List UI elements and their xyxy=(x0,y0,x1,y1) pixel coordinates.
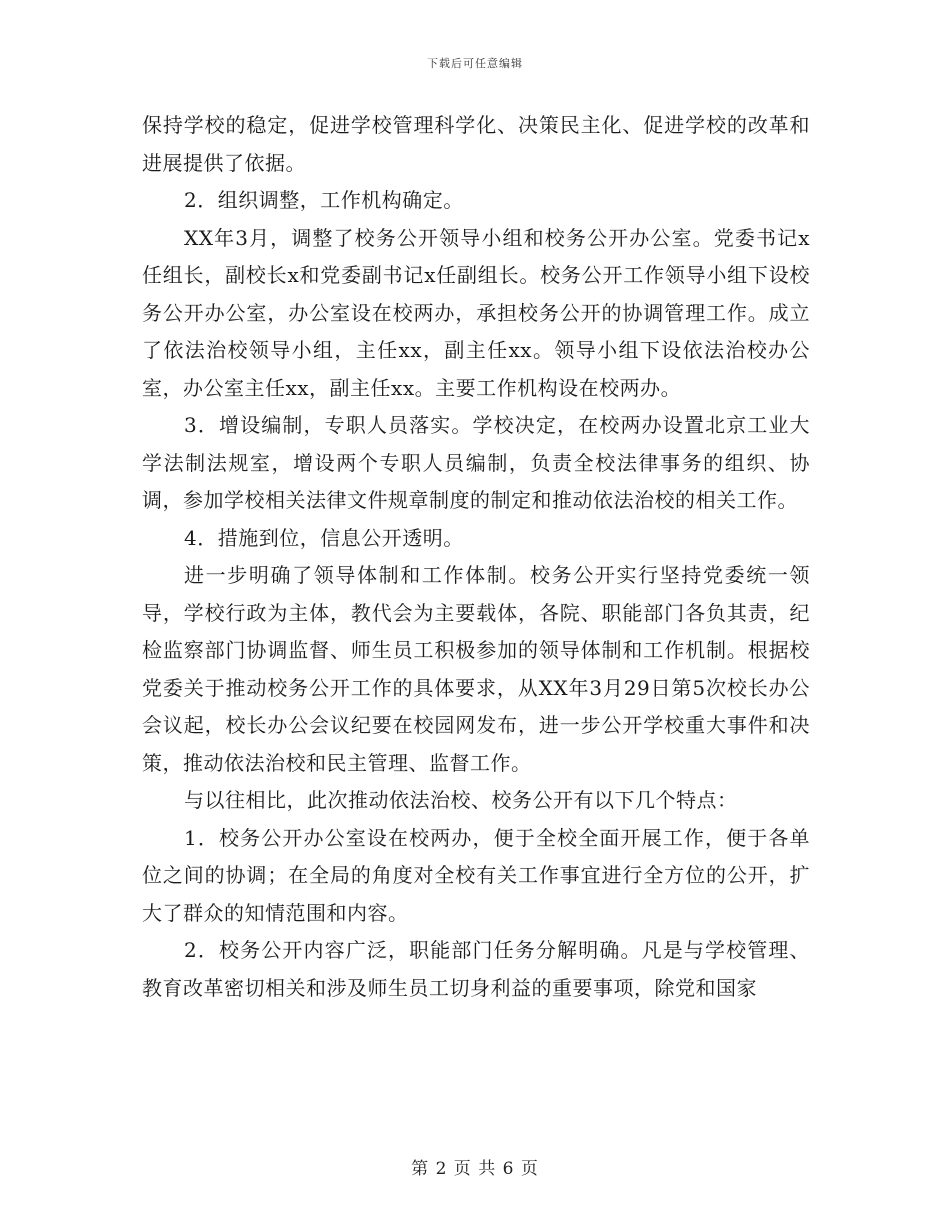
paragraph-1: 保持学校的稳定，促进学校管理科学化、决策民主化、促进学校的改革和进展提供了依据。 xyxy=(142,113,810,175)
paragraph-4: 3．增设编制，专职人员落实。学校决定，在校两办设置北京工业大学法制法规室，增设两个专职人员编制，负责全校法律事务的组织、协调，参加学校相关法律文件规章制度的制定和推动依法治校的相关工作。 xyxy=(142,413,810,512)
paragraph-5: 4．措施到位，信息公开透明。 xyxy=(184,525,464,550)
paragraph-3: XX年3月，调整了校务公开领导小组和校务公开办公室。党委书记x任组长，副校长x和党委副书记x任副组长。校务公开工作领导小组下设校务公开办公室，办公室设在校两办，承担校务公开的协调管理工作。成立了依法治校领导小组，主任xx，副主任xx。领导小组下设依法治校办公室，办公室主任xx，副主任xx。主要工作机构设在校两办。 xyxy=(142,225,810,400)
paragraph-8: 1．校务公开办公室设在校两办，便于全校全面开展工作，便于各单位之间的协调；在全局的角度对全校有关工作事宜进行全方位的公开，扩大了群众的知情范围和内容。 xyxy=(142,825,810,925)
paragraph-9: 2．校务公开内容广泛，职能部门任务分解明确。凡是与学校管理、教育改革密切相关和涉及师生员工切身利益的重要事项，除党和国家 xyxy=(142,938,810,1000)
paragraph-2: 2．组织调整，工作机构确定。 xyxy=(184,188,464,212)
page-header: 下载后可任意编辑 xyxy=(427,57,523,70)
paragraph-6: 进一步明确了领导体制和工作体制。校务公开实行坚持党委统一领导，学校行政为主体，教代会为主要载体，各院、职能部门各负其责，纪检监察部门协调监督、师生员工积极参加的领导体制和工作机制。根据校党委关于推动校务公开工作的具体要求，从XX年3月29日第5次校长办公会议起，校长办公会议纪要在校园网发布，进一步公开学校重大事件和决策，推动依法治校和民主管理、监督工作。 xyxy=(142,563,810,775)
page-footer: 第 2 页 共 6 页 xyxy=(411,1159,539,1179)
document-body xyxy=(142,107,810,1007)
paragraph-7: 与以往相比，此次推动依法治校、校务公开有以下几个特点： xyxy=(184,788,738,812)
